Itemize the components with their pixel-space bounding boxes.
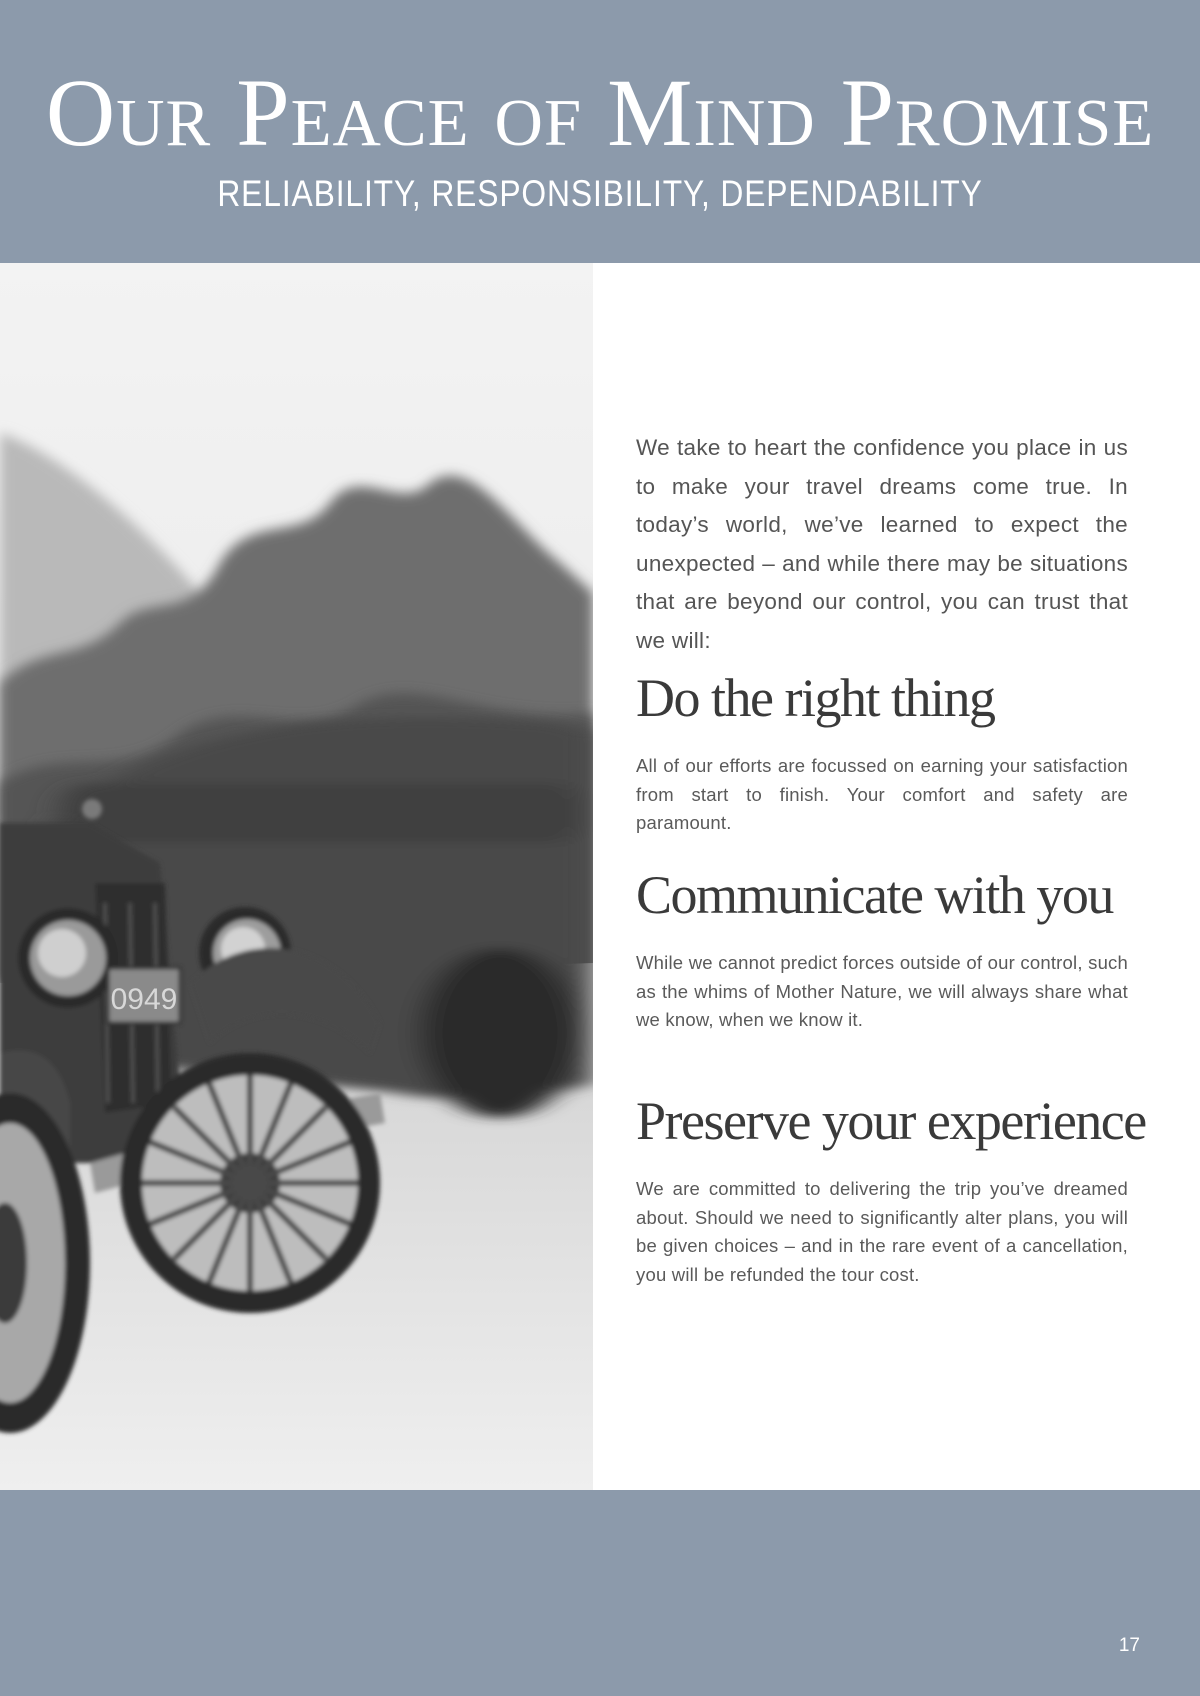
footer-band (0, 1490, 1200, 1696)
section-body-right-thing: All of our efforts are focussed on earning your satisfaction from start to finish. Your comfort and safety are paramount. (636, 755, 1128, 833)
header-band (0, 0, 1200, 263)
content-column (636, 263, 1146, 1490)
intro-paragraph: We take to heart the confidence you place in us to make your travel dreams come true. In today’s world, we’ve learned to expect the unexpected – and while there may be situations that are beyond our control, you can trust that we will: (636, 435, 1128, 653)
section-heading-right-thing: Do the right thing (636, 668, 995, 728)
page-subtitle: RELIABILITY, RESPONSIBILITY, DEPENDABILITY (217, 173, 983, 214)
vintage-car-photo (0, 263, 593, 1490)
section-body-preserve: We are committed to delivering the trip you’ve dreamed about. Should we need to significantly alter plans, you will be given choices – and in the rare event of a cancellation, you will be refunded the tour cost. (636, 1178, 1128, 1285)
page-number: 17 (1118, 1635, 1140, 1656)
page-title: Our Peace of Mind Promise (45, 59, 1155, 166)
section-heading-communicate: Communicate with you (636, 865, 1113, 925)
section-heading-preserve: Preserve your experience (636, 1091, 1146, 1151)
section-body-communicate: While we cannot predict forces outside of our control, such as the whims of Mother Nature, we will always share what we know, when we know it. (636, 952, 1128, 1030)
license-plate-text: 0949 (110, 983, 178, 1016)
